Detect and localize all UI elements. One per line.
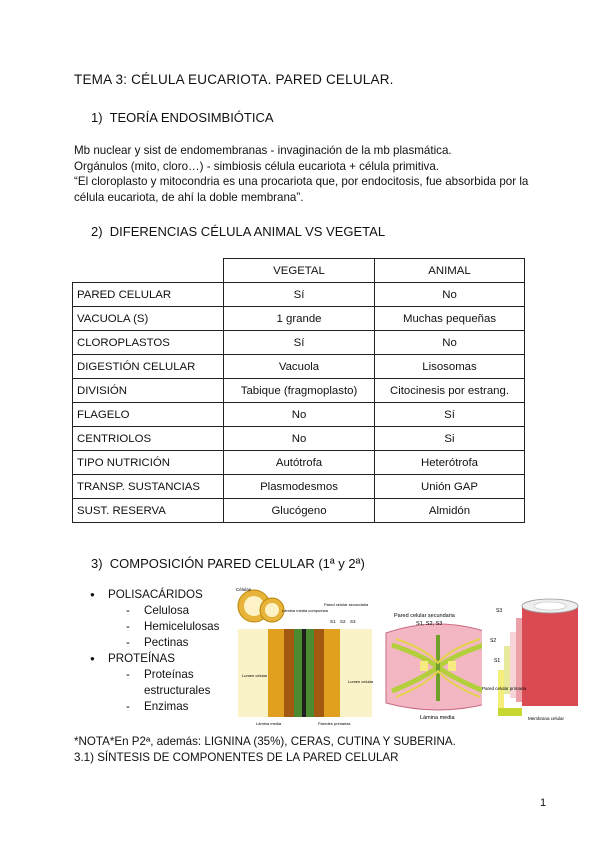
table-row — [73, 283, 525, 307]
figure-label: Membrana celular — [528, 716, 565, 721]
figure-label: Lumen celular — [348, 679, 374, 684]
comparison-table — [72, 258, 525, 523]
list-item: - Enzimas — [126, 699, 236, 715]
cell-wall-layers-figure — [224, 585, 380, 727]
cell-wall-junction-figure — [382, 605, 497, 723]
section-heading-1: 1) TEORÍA ENDOSIMBIÓTICA — [91, 110, 274, 125]
list-item: - Proteínas estructurales — [126, 667, 236, 699]
table-header-animal: ANIMAL — [375, 259, 525, 283]
table-cell: Sí — [375, 403, 525, 427]
table-cell: No — [375, 283, 525, 307]
table-cell: PARED CELULAR — [73, 283, 224, 307]
table-cell: TRANSP. SUSTANCIAS — [73, 475, 224, 499]
table-cell: TIPO NUTRICIÓN — [73, 451, 224, 475]
table-row — [73, 427, 525, 451]
table-row — [73, 475, 525, 499]
figure-label: Lámina media — [256, 721, 282, 726]
table-row — [73, 379, 525, 403]
table-cell: Tabique (fragmoplasto) — [224, 379, 375, 403]
table-cell: Vacuola — [224, 355, 375, 379]
figure-label: Lumen celular — [242, 673, 268, 678]
table-row — [73, 355, 525, 379]
table-cell: Almidón — [375, 499, 525, 523]
figure-label: Células — [236, 587, 252, 592]
list-item: - Celulosa — [126, 603, 236, 619]
table-cell: Autótrofa — [224, 451, 375, 475]
table-cell: Sí — [224, 283, 375, 307]
paragraph-line: Orgánulos (mito, cloro…) - simbiosis célula eucariota + célula primitiva. — [74, 159, 440, 173]
figure-label: Pared celular secundaria — [324, 602, 369, 607]
figure-label: S3 — [350, 619, 356, 624]
table-cell: Heterótrofa — [375, 451, 525, 475]
figure-label: S1 — [494, 658, 501, 664]
composition-list — [90, 587, 236, 715]
figure-label: Pared celular secundaria — [394, 613, 455, 619]
note-block — [74, 734, 456, 766]
table-row — [73, 403, 525, 427]
endosymbiotic-paragraph — [74, 143, 554, 205]
figure-label: S3 — [496, 608, 503, 614]
figure-label: Lámina media compuesta — [282, 608, 328, 613]
note-text: *NOTA*En P2ª, además: LIGNINA (35%), CERAS, CUTINA Y SUBERINA. — [74, 735, 456, 748]
section-heading-2: 2) DIFERENCIAS CÉLULA ANIMAL VS VEGETAL — [91, 224, 386, 239]
table-cell: Glucógeno — [224, 499, 375, 523]
figure-label: S1 — [330, 619, 336, 624]
sub-list — [108, 667, 236, 715]
list-item-proteinas: ● PROTEÍNAS - Proteínas estructurales - Enzimas — [90, 651, 236, 715]
figure-label: Pared celular primaria — [482, 686, 527, 691]
table-cell: SUST. RESERVA — [73, 499, 224, 523]
table-cell: Lisosomas — [375, 355, 525, 379]
table-cell: DIGESTIÓN CELULAR — [73, 355, 224, 379]
table-cell: Citocinesis por estrang. — [375, 379, 525, 403]
table-cell: No — [375, 331, 525, 355]
table-cell: DIVISIÓN — [73, 379, 224, 403]
paragraph-line: Mb nuclear y sist de endomembranas - invaginación de la mb plasmática. — [74, 144, 452, 157]
table-row — [73, 307, 525, 331]
figure-label: S1, S2, S3 — [416, 621, 443, 627]
section-heading-3: 3) COMPOSICIÓN PARED CELULAR (1ª y 2ª) — [91, 556, 365, 571]
table-cell: FLAGELO — [73, 403, 224, 427]
table-header-empty — [73, 259, 224, 283]
table-cell: Plasmodesmos — [224, 475, 375, 499]
list-item: - Hemicelulosas — [126, 619, 236, 635]
table-cell: Muchas pequeñas — [375, 307, 525, 331]
table-cell: Si — [375, 427, 525, 451]
table-row — [73, 331, 525, 355]
table-cell: CLOROPLASTOS — [73, 331, 224, 355]
page-number: 1 — [540, 797, 547, 809]
cell-wall-cylinder-figure — [482, 598, 594, 722]
subsection-heading: 3.1) SÍNTESIS DE COMPONENTES DE LA PARED CELULAR — [74, 751, 399, 764]
table-cell: No — [224, 403, 375, 427]
paragraph-line: célula eucariota, de ahí la doble membrana”. — [74, 190, 304, 204]
table-row — [73, 451, 525, 475]
table-cell: 1 grande — [224, 307, 375, 331]
table-cell: CENTRIOLOS — [73, 427, 224, 451]
list-item-polisacaridos: ● POLISACÁRIDOS - Celulosa - Hemicelulosas - Pectinas — [90, 587, 236, 651]
list-item: - Pectinas — [126, 635, 236, 651]
sub-list — [108, 603, 236, 651]
table-header-vegetal: VEGETAL — [224, 259, 375, 283]
figure-label: S2 — [490, 638, 497, 644]
paragraph-line: “El cloroplasto y mitocondria es una procariota que, por endocitosis, fue absorbida por la — [74, 175, 529, 189]
table-cell: No — [224, 427, 375, 451]
figure-label: Lámina media — [420, 715, 455, 721]
figure-label: S2 — [340, 619, 346, 624]
table-row — [73, 499, 525, 523]
table-header-row — [73, 259, 525, 283]
table-cell: VACUOLA (S) — [73, 307, 224, 331]
figure-label: Paredes primarias — [318, 721, 351, 726]
table-cell: Unión GAP — [375, 475, 525, 499]
table-cell: Sí — [224, 331, 375, 355]
page-title: TEMA 3: CÉLULA EUCARIOTA. PARED CELULAR. — [74, 72, 394, 87]
